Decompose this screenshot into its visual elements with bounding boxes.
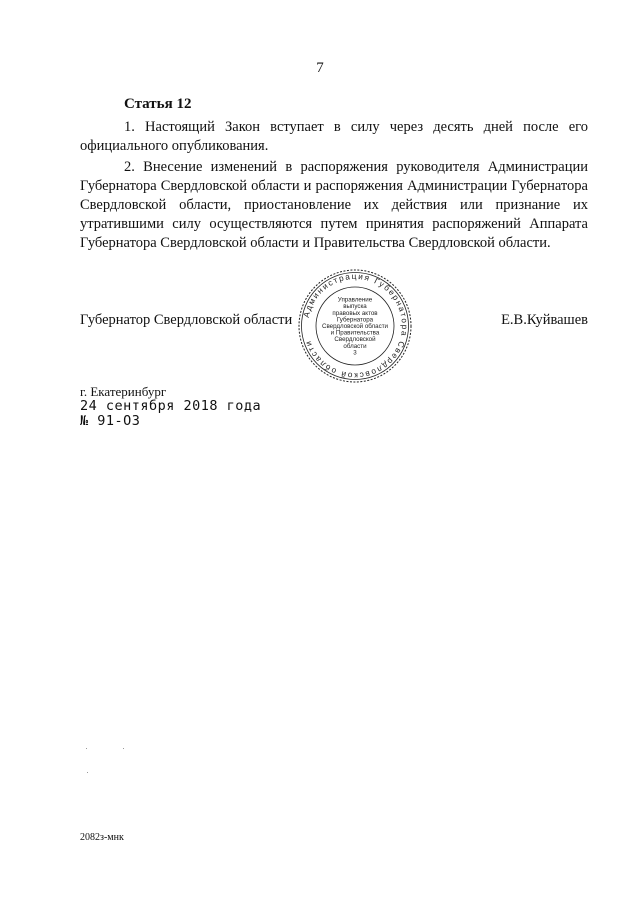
seal-center-line: выпуска (343, 303, 367, 311)
seal-center-line: Свердловской области (321, 323, 389, 330)
issuance-place: г. Екатеринбург (80, 384, 167, 399)
seal-center-line: Управление (337, 296, 373, 304)
article-paragraph-2: 2. Внесение изменений в распоряжения руководителя Администрации Губернатора Свердловской области и распоряжения Администрации Губернатора Свердловской области, приостановление их действия или признание их утратившими силу осуществляются путем принятия распоряжений Аппарата Губернатора Свердловской области и Правительства Свердловской области. (80, 159, 588, 251)
issuance-number: № 91-ОЗ (80, 413, 141, 429)
scan-speck (86, 748, 87, 749)
seal-center-line: правовых актов (332, 309, 378, 317)
page-number: 7 (316, 60, 324, 76)
signature-position: Губернатор Свердловской области (80, 312, 293, 328)
seal-center-line: области (343, 342, 367, 350)
official-seal (297, 268, 413, 384)
scan-speck (123, 748, 124, 749)
issuance-date: 24 сентября 2018 года (80, 398, 262, 414)
seal-center-line: Свердловской (334, 336, 376, 344)
signature-name: Е.В.Куйвашев (501, 312, 588, 328)
seal-center-text (322, 297, 389, 357)
article-paragraph-1: 1. Настоящий Закон вступает в силу через десять дней после его официального опубликования. (80, 119, 588, 154)
article-title: Статья 12 (124, 96, 192, 112)
seal-center-line: 3 (353, 349, 357, 357)
seal-ring-text-path: Администрация Губернатора Свердловской области (301, 271, 410, 381)
seal-center-line: Губернатора (336, 316, 374, 324)
scan-speck (87, 772, 88, 773)
footer-code: 2082з-мнк (80, 832, 124, 843)
seal-center-line: и Правительства (330, 329, 380, 337)
